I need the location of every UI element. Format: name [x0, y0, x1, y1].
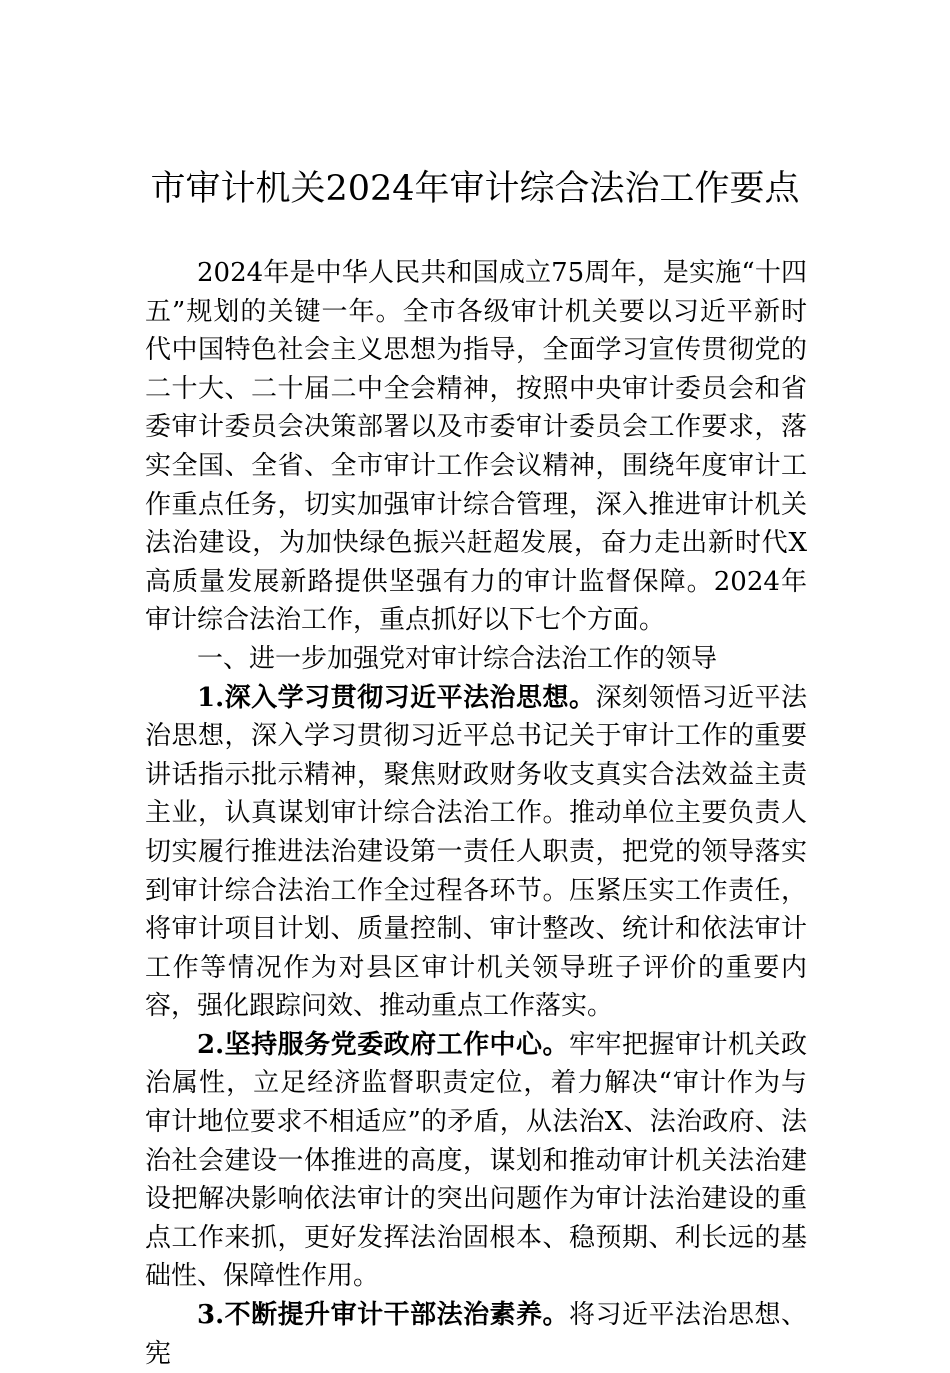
item-lead-1: 1.深入学习贯彻习近平法治思想。: [197, 682, 596, 713]
item-lead-3: 3.不断提升审计干部法治素养。: [197, 1300, 570, 1331]
item-paragraph-1: [145, 679, 807, 1026]
item-lead-2: 2.坚持服务党委政府工作中心。: [197, 1029, 570, 1060]
item-paragraph-2: [145, 1026, 807, 1296]
document-title: 市审计机关2024年审计综合法治工作要点: [150, 169, 800, 209]
intro-paragraph: 2024年是中华人民共和国成立75周年，是实施“十四五”规划的关键一年。全市各级审计机关要以习近平新时代中国特色社会主义思想为指导，全面学习宣传贯彻党的二十大、二十届二中全会精神，按照中央审计委员会和省委审计委员会决策部署以及市委审计委员会工作要求，落实全国、全省、全市审计工作会议精神，围绕年度审计工作重点任务，切实加强审计综合管理，深入推进审计机关法治建设，为加快绿色振兴赶超发展，奋力走出新时代X高质量发展新路提供坚强有力的审计监督保障。2024年审计综合法治工作，重点抓好以下七个方面。: [145, 258, 807, 636]
item-text-2: 牢牢把握审计机关政治属性，立足经济监督职责定位，着力解决“审计作为与审计地位要求不相适应”的矛盾，从法治X、法治政府、法治社会建设一体推进的高度，谋划和推动审计机关法治建设把解决影响依法审计的突出问题作为审计法治建设的重点工作来抓，更好发挥法治固根本、稳预期、利长远的基础性、保障性作用。: [145, 1029, 807, 1292]
item-text-3: 将习近平法治思想、宪: [145, 1300, 807, 1369]
section-heading-1: 一、进一步加强党对审计综合法治工作的领导: [197, 643, 718, 674]
item-paragraph-3: [145, 1296, 807, 1373]
item-text-1: 深刻领悟习近平法治思想，深入学习贯彻习近平总书记关于审计工作的重要讲话指示批示精神，聚焦财政财务收支真实合法效益主责主业，认真谋划审计综合法治工作。推动单位主要负责人切实履行推进法治建设第一责任人职责，把党的领导落实到审计综合法治工作全过程各环节。压紧压实工作责任，将审计项目计划、质量控制、审计整改、统计和依法审计工作等情况作为对县区审计机关领导班子评价的重要内容，强化跟踪问效、推动重点工作落实。: [145, 682, 807, 1022]
document-body: [145, 254, 807, 1373]
